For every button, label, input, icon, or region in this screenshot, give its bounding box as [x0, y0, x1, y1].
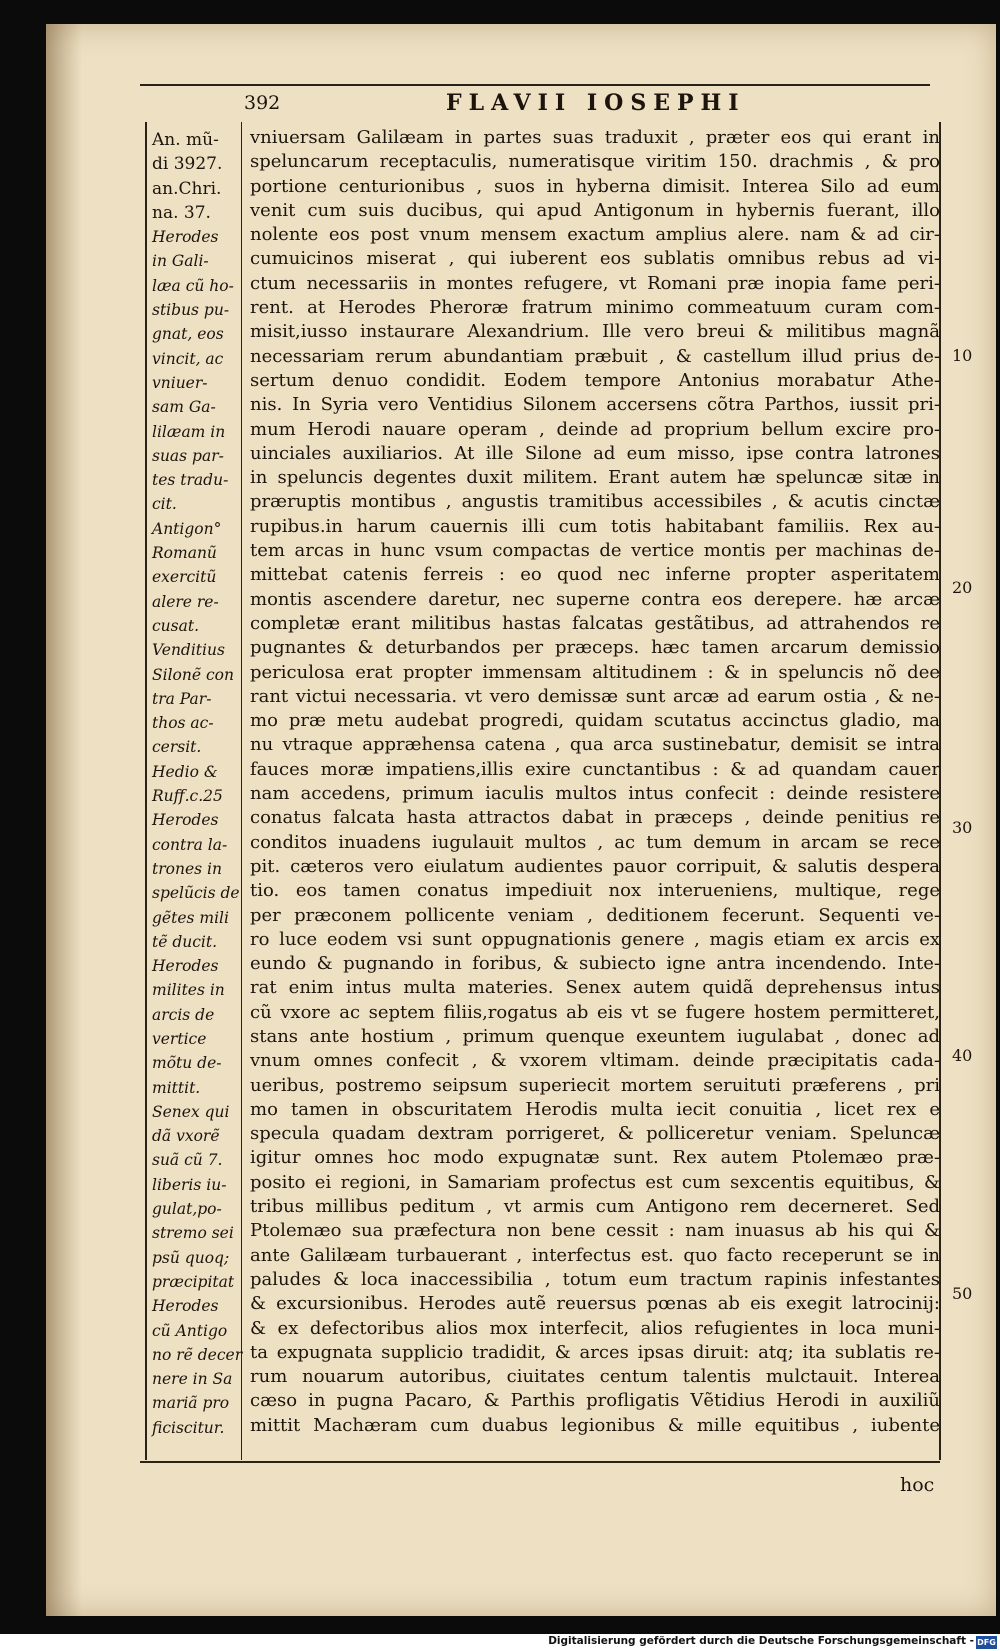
text-line: mittebat catenis ferreis : eo quod nec inferne propter asperitatem [250, 564, 940, 586]
margin-note-line: contra la- [152, 835, 228, 854]
text-line: paludes & loca inaccessibilia , totum eum tractum rapinis infestantes [250, 1268, 940, 1290]
margin-note-line: liberis iu- [152, 1175, 227, 1194]
margin-note-line: cersit. [152, 738, 202, 757]
text-line: rum nouarum autoribus, ciuitates centum talentis mulctauit. Interea [250, 1366, 940, 1388]
margin-note-line: gnat, eos [152, 325, 224, 344]
line-number: 40 [952, 1046, 973, 1065]
margin-note-line: tra Par- [152, 689, 212, 708]
margin-note-line: nere in Sa [152, 1370, 233, 1389]
text-line: nam accedens, primum iaculis multos intus confecit : deinde resistere [250, 783, 940, 805]
catchword: hoc [900, 1474, 935, 1496]
text-line: periculosa erat propter immensam altitudinem : & in speluncis nõ dee [250, 661, 940, 683]
text-line: portione centurionibus , suos in hyberna dimisit. Interea Silo ad eum [250, 175, 940, 197]
margin-note-line: Herodes [152, 1297, 219, 1316]
text-line: necessariam rerum abundantiam præbuit , & castellum illud prius de- [250, 345, 940, 367]
text-line: misit,iusso instaurare Alexandrium. Ille vero breui & militibus magnã [250, 321, 940, 343]
margin-note-line: exercitũ [152, 568, 217, 587]
text-line: per præconem pollicente veniam , deditionem fecerunt. Sequenti ve- [250, 904, 940, 926]
footer-rule [140, 1461, 940, 1463]
page-header [196, 88, 946, 118]
text-line: igitur omnes hoc modo expugnatæ sunt. Rex autem Ptolemæo præ- [250, 1147, 940, 1169]
text-line: pugnantes & deturbandos per præceps. hæc tamen arcarum demissio [250, 637, 940, 659]
margin-note-line: dã vxorẽ [152, 1127, 220, 1146]
margin-note-line: tes tradu- [152, 471, 229, 490]
margin-note-line: psũ quoq; [152, 1248, 230, 1267]
margin-note-line: Herodes [152, 957, 219, 976]
margin-note-line: Antigon° [152, 519, 222, 538]
text-line: rant victui necessaria. vt vero demissæ sunt arcæ ad earum ostia , & ne- [250, 685, 940, 707]
margin-note-line: Hedio & [152, 762, 218, 781]
margin-note-line: præcipitat [152, 1272, 235, 1291]
line-number: 10 [952, 346, 973, 365]
text-line: nis. In Syria vero Ventidius Silonem accersens cõtra Parthos, iussit pri- [250, 394, 940, 416]
margin-note-line: Silonẽ con [152, 665, 234, 684]
text-line: & excursionibus. Herodes autẽ reuersus pœnas ab eis exegit latrocinij: [250, 1293, 940, 1315]
margin-notes [152, 128, 242, 1440]
margin-note-line: Venditius [152, 641, 225, 660]
text-line: speluncarum receptaculis, numeratisque viritim 150. drachmis , & pro [250, 151, 940, 173]
margin-note-line: ficiscitur. [152, 1418, 225, 1437]
text-line: cumuicinos miserat , qui iuberent eos sublatis omnibus rebus ad vi- [250, 248, 940, 270]
line-number: 50 [952, 1284, 973, 1303]
text-line: cæso in pugna Pacaro, & Parthis profligatis Vẽtidius Herodi in auxiliũ [250, 1390, 940, 1412]
text-line: montis ascendere daretur, nec superne contra eos derepere. hæ arcæ [250, 588, 940, 610]
text-line: venit cum suis ducibus, qui apud Antigonum in hybernis fuerant, illo [250, 199, 940, 221]
text-line: ueribus, postremo seipsum superiecit mortem seruituti præferens , pri [250, 1074, 940, 1096]
text-line: sertum denuo condidit. Eodem tempore Antonius morabatur Athe- [250, 369, 940, 391]
text-line: ante Galilæam turbauerant , interfectus est. quo facto receperunt se in [250, 1244, 940, 1266]
margin-note-line: mittit. [152, 1078, 201, 1097]
main-text-block [250, 126, 940, 1438]
margin-note-line: suas par- [152, 446, 224, 465]
text-line: completæ erant militibus hastas falcatas gestãtibus, ad attrahendos re [250, 612, 940, 634]
margin-note-line: thos ac- [152, 714, 214, 733]
margin-note-line: vniuer- [152, 373, 208, 392]
margin-note-line: spelũcis de [152, 884, 240, 903]
margin-note-line: an.Chri. [152, 178, 222, 199]
margin-note-line: Herodes [152, 811, 219, 830]
left-border-rule [145, 122, 147, 1460]
margin-note-line: tẽ ducit. [152, 932, 218, 951]
margin-note-line: cũ Antigo [152, 1321, 228, 1340]
text-line: mum Herodi nauare operam , deinde ad proprium bellum excire pro- [250, 418, 940, 440]
text-line: specula quadam dextram porrigeret, & polliceretur veniam. Speluncæ [250, 1123, 940, 1145]
margin-note-line: suã cũ 7. [152, 1151, 223, 1170]
text-line: mo tamen in obscuritatem Herodis multa iecit conuitia , licet rex e [250, 1098, 940, 1120]
running-title: FLAVII IOSEPHI [446, 90, 746, 116]
margin-note-line: in Gali- [152, 252, 209, 271]
text-line: nu vtraque appræhensa catena , qua arca sustinebatur, demisit se intra [250, 734, 940, 756]
margin-note-line: trones in [152, 859, 222, 878]
margin-note-line: no rẽ decer [152, 1345, 243, 1364]
funding-credit: Digitalisierung gefördert durch die Deutsche Forschungsgemeinschaft - [548, 1635, 974, 1647]
margin-note-line: sam Ga- [152, 398, 216, 417]
text-line: eundo & pugnando in foribus, & subiecto igne antra incendendo. Inte- [250, 953, 940, 975]
margin-note-line: lilæam in [152, 422, 226, 441]
margin-note-line: An. mũ- [152, 130, 219, 150]
margin-note-line: gulat,po- [152, 1200, 222, 1219]
text-line: ta expugnata supplicio tradidit, & arces ipsas diruit: atq; ita sublatis re- [250, 1341, 940, 1363]
text-line: vnum omnes confecit , & vxorem vltimam. deinde præcipitatis cada- [250, 1050, 940, 1072]
text-line: rupibus.in harum cauernis illi cum totis habitabant familiis. Rex au- [250, 515, 940, 537]
text-line: mittit Machæram cum duabus legionibus & mille equitibus , iubente [250, 1414, 940, 1436]
text-line: præruptis montibus , angustis tramitibus accessibiles , & acutis cinctæ [250, 491, 940, 513]
header-rule [140, 84, 930, 86]
text-line: ctum necessariis in montes refugere, vt Romani præ inopia fame peri- [250, 272, 940, 294]
line-number: 30 [952, 818, 973, 837]
text-line: rent. at Herodes Pheroræ fratrum minimo commeatuum curam com- [250, 297, 940, 319]
margin-note-line: stibus pu- [152, 301, 230, 320]
margin-note-line: Romanũ [152, 544, 217, 563]
line-number: 20 [952, 578, 973, 597]
margin-note-line: arcis de [152, 1005, 215, 1024]
margin-note-line: cusat. [152, 616, 200, 635]
margin-note-line: cit. [152, 495, 177, 514]
margin-note-line: vincit, ac [152, 349, 224, 368]
margin-note-line: alere re- [152, 592, 219, 611]
margin-note-line: Ruff.c.25 [152, 787, 223, 806]
text-line: conatus falcata hasta attractos dabat in præceps , deinde penitius re [250, 807, 940, 829]
margin-note-line: mõtu de- [152, 1054, 222, 1073]
text-line: posito ei regioni, in Samariam profectus est cum sexcentis equitibus, & [250, 1171, 940, 1193]
text-line: cũ vxore ac septem filiis,rogatus ab eis vt se fugere hostem permitteret, [250, 1001, 940, 1023]
text-line: nolente eos post vnum mensem exactum amplius alere. nam & ad cir- [250, 224, 940, 246]
margin-note-line: Herodes [152, 228, 219, 247]
text-line: tribus millibus peditum , vt armis cum Antigono rem decerneret. Sed [250, 1196, 940, 1218]
text-line: stans ante hostium , primum quenque exeuntem iugulabat , donec ad [250, 1025, 940, 1047]
margin-note-line: di 3927. [152, 154, 223, 175]
margin-note-line: stremo sei [152, 1224, 234, 1243]
margin-note-line: vertice [152, 1029, 207, 1048]
text-line: uinciales auxiliarios. At ille Silone ad eum misso, ipse contra latrones [250, 442, 940, 464]
text-line: conditos inuadens iugulauit multos , ac tum demum in arcam se rece [250, 831, 940, 853]
text-line: pit. cæteros vero eiulatum audientes pauor corripuit, & salutis despera [250, 855, 940, 877]
margin-note-line: læa cũ ho- [152, 276, 234, 295]
text-line: ro luce eodem vsi sunt oppugnationis genere , magis etiam ex arcis ex [250, 928, 940, 950]
text-line: tio. eos tamen conatus impediuit nox interueniens, multique, rege [250, 880, 940, 902]
page-number: 392 [244, 92, 281, 114]
text-line: & ex defectoribus alios mox interfecit, alios refugientes in loca muni- [250, 1317, 940, 1339]
text-line: tem arcas in hunc vsum compactas de vertice montis per machinas de- [250, 540, 940, 562]
text-line: vniuersam Galilæam in partes suas traduxit , præter eos qui erant in [250, 127, 940, 148]
text-line: in speluncis degentes duxit militem. Erant autem hæ speluncæ sitæ in [250, 467, 940, 489]
margin-note-line: gẽtes mili [152, 908, 229, 927]
margin-note-line: Senex qui [152, 1102, 230, 1121]
margin-note-line: milites in [152, 981, 225, 1000]
text-line: fauces moræ impatiens,illis exire cunctantibus : & ad quandam cauer [250, 758, 940, 780]
margin-note-line: mariã pro [152, 1394, 230, 1413]
text-line: mo præ metu audebat progredi, quidam scutatus accinctus gladio, ma [250, 710, 940, 732]
dfg-logo: DFG [977, 1638, 996, 1647]
text-line: Ptolemæo sua præfectura non bene cessit : nam inuasus ab his qui & [250, 1220, 940, 1242]
margin-note-line: na. 37. [152, 202, 211, 223]
text-line: rat enim intus multa materies. Senex autem quidã deprehensus intus [250, 977, 940, 999]
